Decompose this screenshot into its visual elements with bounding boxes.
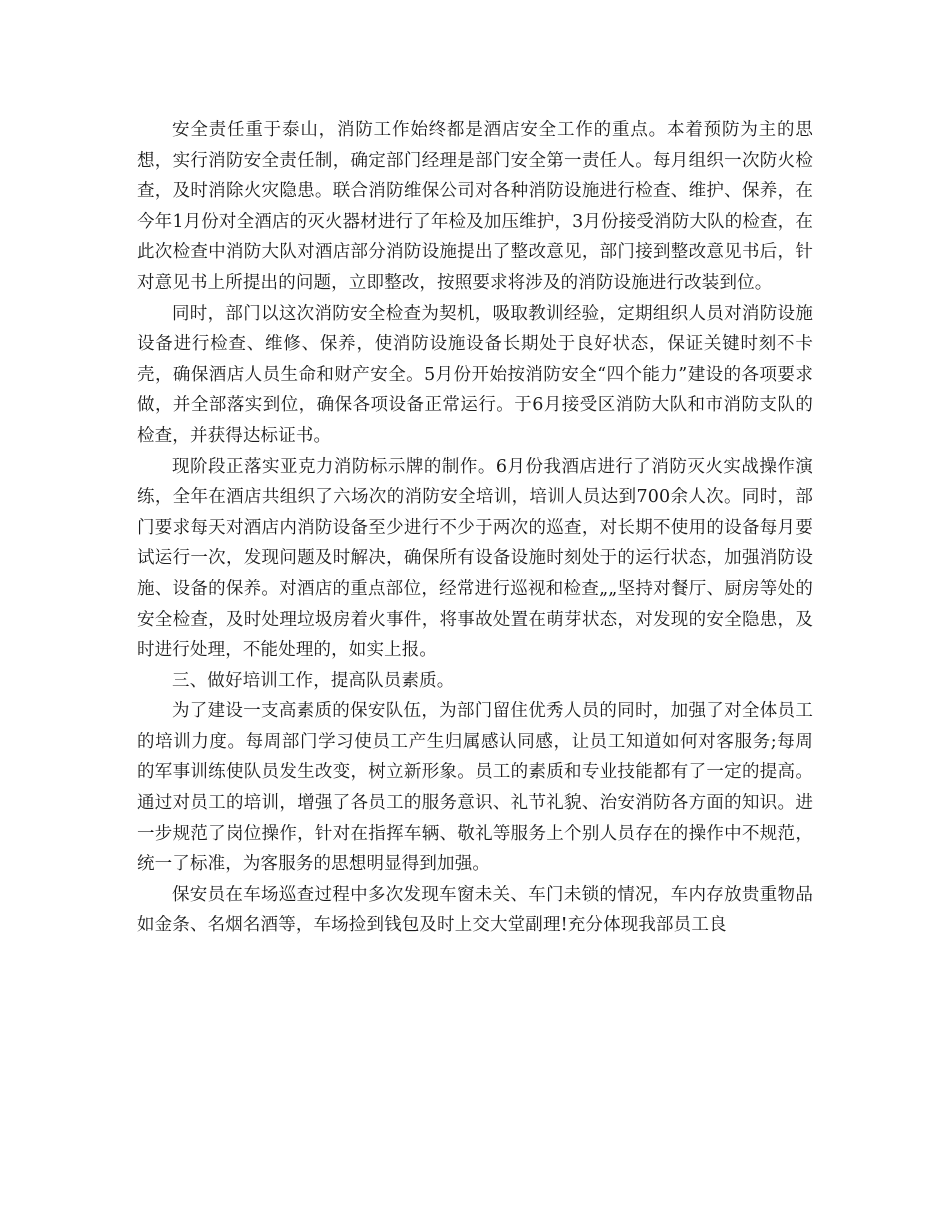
section-heading-training: 三、做好培训工作，提高队员素质。: [172, 670, 455, 691]
paragraph-parking-patrol: 保安员在车场巡查过程中多次发现车窗未关、车门未锁的情况，车内存放贵重物品如金条、名烟名酒等，车场捡到钱包及时上交大堂副理!充分体现我部员工良: [137, 884, 813, 936]
paragraph-staff-training: 为了建设一支高素质的保安队伍，为部门留住优秀人员的同时，加强了对全体员工的培训力度。每周部门学习使员工产生归属感认同感，让员工知道如何对客服务;每周的军事训练使队员发生改变，树立新形象。员工的素质和专业技能都有了一定的提高。通过对员工的培训，增强了各员工的服务意识、礼节礼貌、治安消防各方面的知识。进一步规范了岗位操作，针对在指挥车辆、敬礼等服务上个别人员存在的操作中不规范，统一了标准，为客服务的思想明显得到加强。: [137, 701, 813, 875]
document-page: [137, 115, 813, 941]
paragraph-fire-drills-and-patrols: 现阶段正落实亚克力消防标示牌的制作。6月份我酒店进行了消防灭火实战操作演练，全年在酒店共组织了六场次的消防安全培训，培训人员达到700余人次。同时，部门要求每天对酒店内消防设备至少进行不少于两次的巡查，对长期不使用的设备每月要试运行一次，发现问题及时解决，确保所有设备设施时刻处于的运行状态，加强消防设施、设备的保养。对酒店的重点部位，经常进行巡视和检查„„坚持对餐厅、厨房等处的安全检查，及时处理垃圾房着火事件，将事故处置在萌芽状态，对发现的安全隐患，及时进行处理，不能处理的，如实上报。: [137, 456, 813, 661]
paragraph-fire-safety-responsibility: 安全责任重于泰山，消防工作始终都是酒店安全工作的重点。本着预防为主的思想，实行消防安全责任制，确定部门经理是部门安全第一责任人。每月组织一次防火检查，及时消除火灾隐患。联合消防维保公司对各种消防设施进行检查、维护、保养，在今年1月份对全酒店的灭火器材进行了年检及加压维护，3月份接受消防大队的检查，在此次检查中消防大队对酒店部分消防设施提出了整改意见，部门接到整改意见书后，针对意见书上所提出的问题，立即整改，按照要求将涉及的消防设施进行改装到位。: [137, 120, 813, 293]
paragraph-fire-inspection-followup: 同时，部门以这次消防安全检查为契机，吸取教训经验，定期组织人员对消防设施设备进行检查、维修、保养，使消防设施设备长期处于良好状态，保证关键时刻不卡壳，确保酒店人员生命和财产安全。5月份开始按消防安全“四个能力”建设的各项要求做，并全部落实到位，确保各项设备正常运行。于6月接受区消防大队和市消防支队的检查，并获得达标证书。: [137, 303, 813, 446]
